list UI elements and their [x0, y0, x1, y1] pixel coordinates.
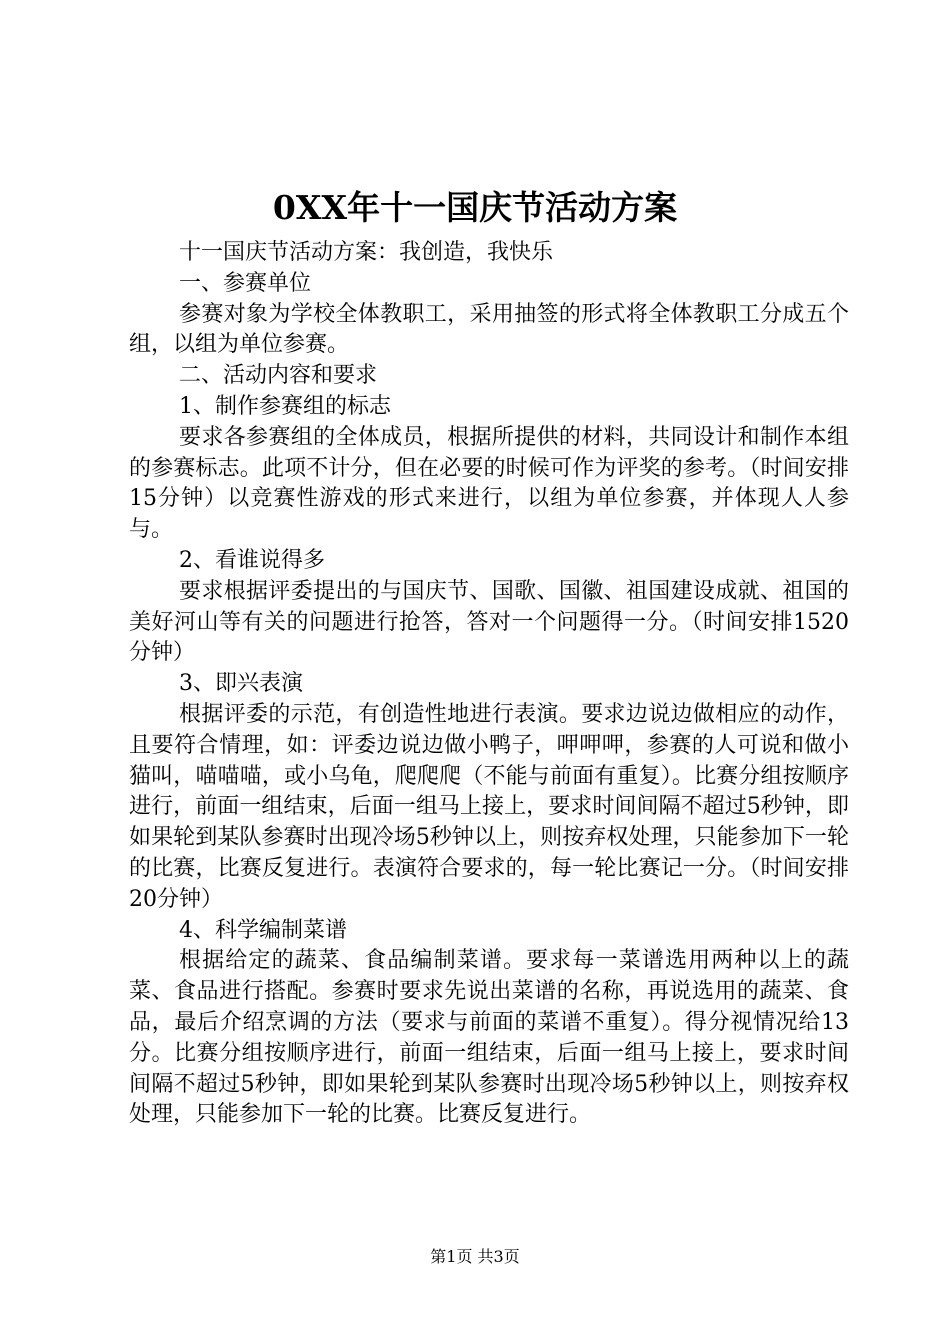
page-number-footer: 第1页 共3页 [430, 1247, 520, 1266]
heading-item-4: 4、科学编制菜谱 [179, 917, 347, 943]
heading-item-3: 3、即兴表演 [179, 671, 303, 697]
heading-section-2: 二、活动内容和要求 [179, 363, 378, 389]
paragraph-item-3: 根据评委的示范，有创造性地进行表演。要求边说边做相应的动作，且要符合情理，如：评委边说边做小鸭子，呷呷呷，参赛的人可说和做小猫叫，喵喵喵，或小乌龟，爬爬爬（不能与前面有重复）。比赛分组按顺序进行，前面一组结束，后面一组马上接上，要求时间间隔不超过5秒钟，即如果轮到某队参赛时出现冷场5秒钟以上，则按弃权处理，只能参加下一轮的比赛，比赛反复进行。表演符合要求的，每一轮比赛记一分。（时间安排20分钟） [129, 701, 849, 912]
heading-section-1: 一、参赛单位 [179, 270, 312, 296]
document-title: 0XX年十一国庆节活动方案 [272, 188, 678, 227]
paragraph-item-4: 根据给定的蔬菜、食品编制菜谱。要求每一菜谱选用两种以上的蔬菜、食品进行搭配。参赛时要求先说出菜谱的名称，再说选用的蔬菜、食品，最后介绍烹调的方法（要求与前面的菜谱不重复）。得分视情况给13分。比赛分组按顺序进行，前面一组结束，后面一组马上接上，要求时间间隔不超过5秒钟，即如果轮到某队参赛时出现冷场5秒钟以上，则按弃权处理，只能参加下一轮的比赛。比赛反复进行。 [129, 948, 849, 1128]
paragraph-subtitle: 十一国庆节活动方案：我创造，我快乐 [179, 240, 554, 265]
paragraph-participants: 参赛对象为学校全体教职工，采用抽签的形式将全体教职工分成五个组，以组为单位参赛。 [129, 301, 849, 358]
heading-item-1: 1、制作参赛组的标志 [179, 393, 391, 419]
heading-item-2: 2、看谁说得多 [179, 547, 325, 573]
paragraph-item-1: 要求各参赛组的全体成员，根据所提供的材料，共同设计和制作本组的参赛标志。此项不计分，但在必要的时候可作为评奖的参考。（时间安排15分钟）以竞赛性游戏的形式来进行，以组为单位参赛，并体现人人参与。 [129, 424, 849, 543]
paragraph-item-2: 要求根据评委提出的与国庆节、国歌、国徽、祖国建设成就、祖国的美好河山等有关的问题进行抢答，答对一个问题得一分。（时间安排1520分钟） [129, 578, 849, 666]
document-body [129, 238, 849, 1131]
